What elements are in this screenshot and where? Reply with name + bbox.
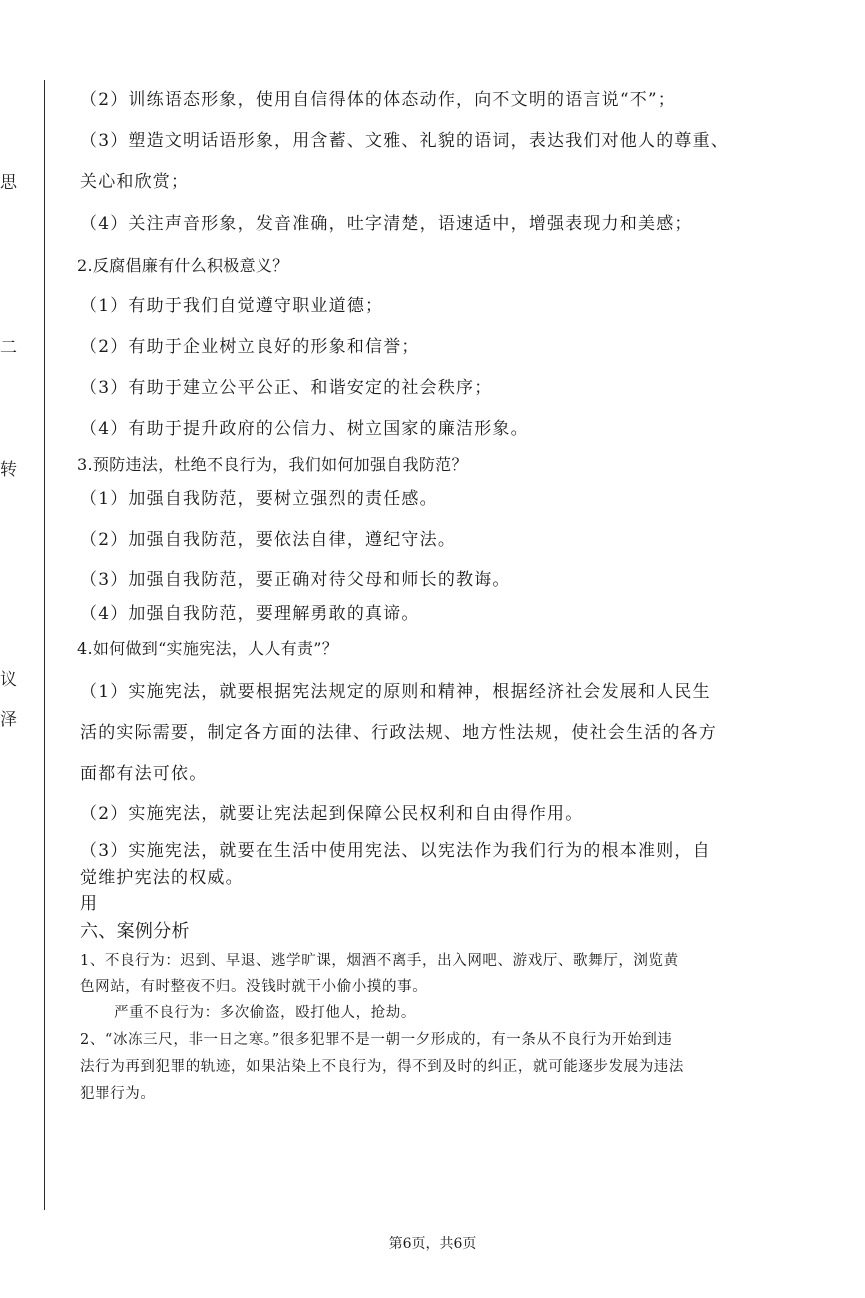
page-number: 第6页，共6页 — [388, 1236, 477, 1252]
section-heading: 六、案例分析 — [80, 921, 190, 942]
answer-line: （2）训练语态形象，使用自信得体的体态动作，向不文明的语言说“不”； — [80, 90, 676, 110]
answer-line: （3）有助于建立公平公正、和谐安定的社会秩序； — [80, 378, 493, 398]
answer-line: （3）加强自我防范，要正确对待父母和师长的教诲。 — [80, 570, 511, 590]
question-heading: 2.反腐倡廉有什么积极意义？ — [77, 256, 289, 275]
answer-line: （1）加强自我防范，要树立强烈的责任感。 — [80, 489, 438, 509]
answer-line: 觉维护宪法的权威。 — [80, 868, 244, 888]
answer-line: （3）塑造文明话语形象，用含蓄、文雅、礼貌的语词，表达我们对他人的尊重、 — [80, 131, 730, 151]
answer-line: （2）有助于企业树立良好的形象和信誉； — [80, 337, 420, 357]
margin-char: 泽 — [0, 710, 17, 730]
answer-line: （3）实施宪法，就要在生活中使用宪法、以宪法作为我们行为的根本准则，自 — [80, 841, 711, 861]
answer-line: （4）关注声音形象，发音准确，吐字清楚，语速适中，增强表现力和美感； — [80, 214, 693, 234]
answer-line: 面都有法可依。 — [80, 764, 208, 784]
margin-char: 二 — [0, 338, 17, 358]
answer-line: 关心和欣赏； — [80, 172, 190, 192]
answer-line: （4）有助于提升政府的公信力、树立国家的廉洁形象。 — [80, 419, 529, 439]
case-line: 犯罪行为。 — [80, 1086, 156, 1102]
case-line: 2、“冰冻三尺，非一日之寒。”很多犯罪不是一朝一夕形成的，有一条从不良行为开始到违 — [80, 1032, 673, 1048]
question-heading: 3.预防违法，杜绝不良行为，我们如何加强自我防范？ — [77, 455, 468, 474]
case-line: 色网站，有时整夜不归。没钱时就干小偷小摸的事。 — [80, 979, 428, 995]
answer-line: （1）有助于我们自觉遵守职业道德； — [80, 296, 384, 316]
margin-char: 思 — [0, 173, 17, 193]
answer-line: 用 — [80, 894, 98, 914]
question-heading: 4.如何做到“实施宪法，人人有责”？ — [77, 639, 339, 658]
answer-line: （2）加强自我防范，要依法自律，遵纪守法。 — [80, 530, 457, 550]
case-line: 严重不良行为：多次偷盗，殴打他人，抢劫。 — [114, 1005, 416, 1021]
answer-line: 活的实际需要，制定各方面的法律、行政法规、地方性法规，使社会生活的各方 — [80, 723, 717, 743]
answer-line: （1）实施宪法，就要根据宪法规定的原则和精神，根据经济社会发展和人民生 — [80, 682, 711, 702]
answer-line: （2）实施宪法，就要让宪法起到保障公民权利和自由得作用。 — [80, 804, 584, 824]
case-line: 法行为再到犯罪的轨迹，如果沾染上不良行为，得不到及时的纠正，就可能逐步发展为违法 — [80, 1059, 684, 1075]
answer-line: （4）加强自我防范，要理解勇敢的真谛。 — [80, 604, 420, 624]
margin-char: 转 — [0, 460, 17, 480]
margin-char: 议 — [0, 670, 17, 690]
case-line: 1、不良行为：迟到、早退、逃学旷课，烟酒不离手，出入网吧、游戏厅、歌舞厅，浏览黄 — [80, 953, 679, 969]
binding-margin-line — [44, 80, 45, 1210]
